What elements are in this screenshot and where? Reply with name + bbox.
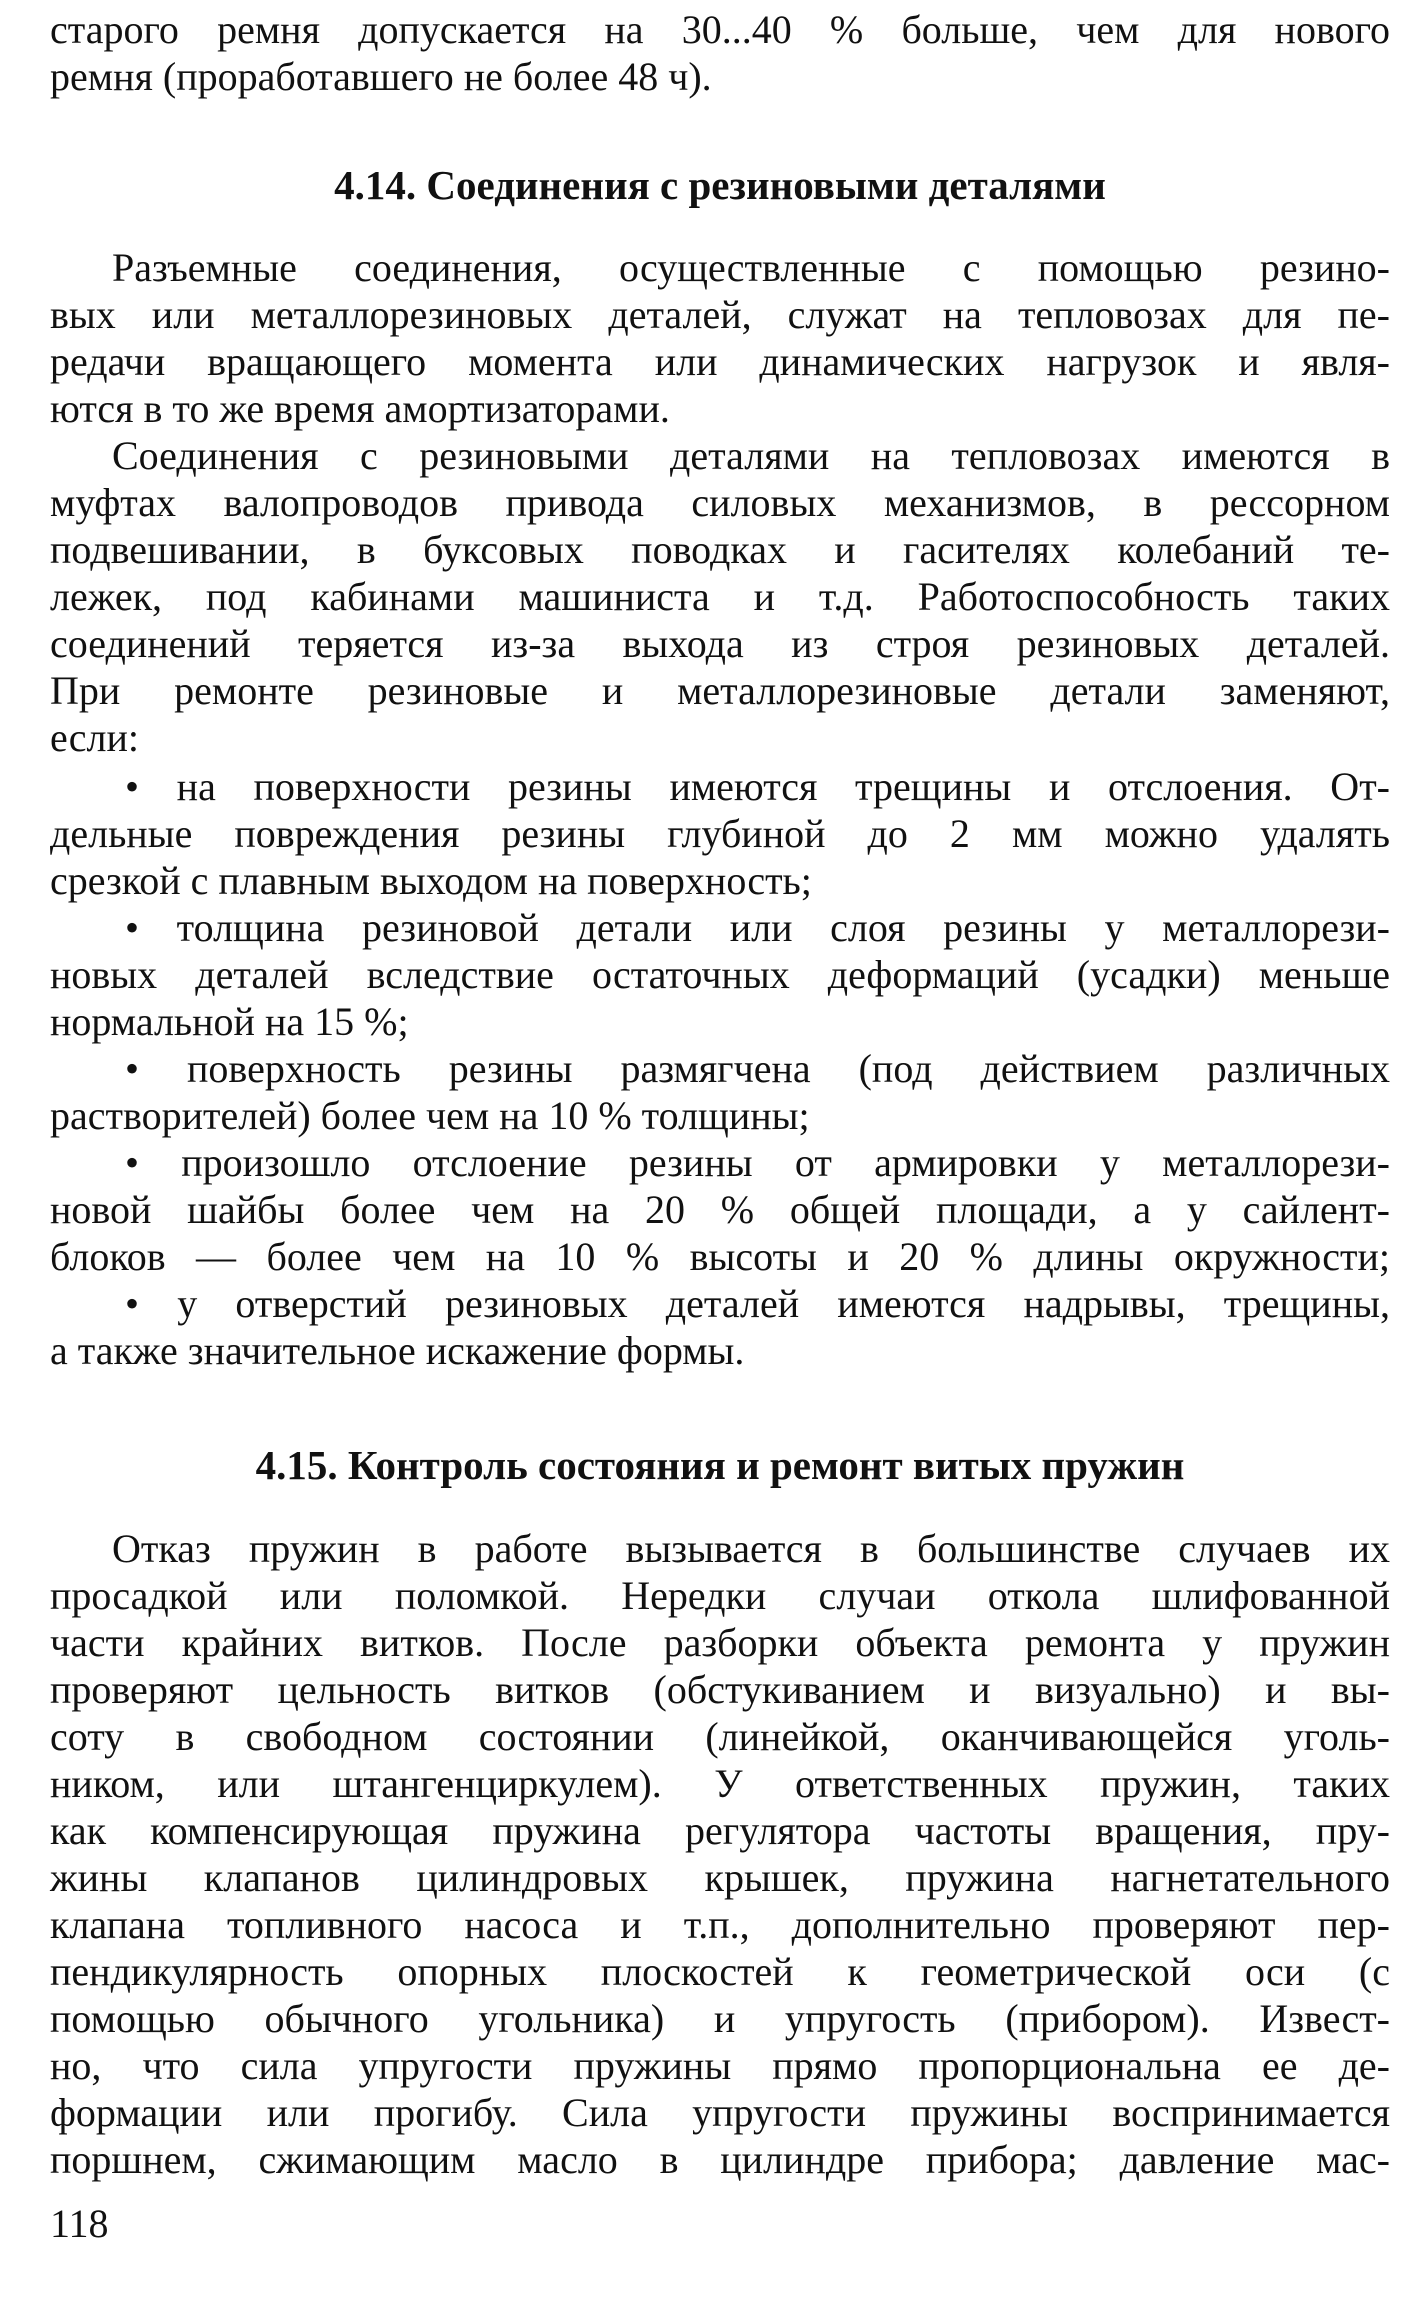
text-line: формации или прогибу. Сила упругости пружины воспринимается [50,2090,1390,2135]
text-line: ются в то же время амортизаторами. [50,386,670,431]
top-paragraph [50,6,1390,100]
text-line: При ремонте резиновые и металлорезиновые детали заменяют, [50,668,1390,713]
text-line: лежек, под кабинами машиниста и т.д. Работоспособность таких [50,574,1390,619]
list-item [50,904,1390,1045]
text-line: поршнем, сжимающим масло в цилиндре прибора; давление мас- [50,2137,1390,2182]
text-line: пендикулярность опорных плоскостей к геометрической оси (с [50,1949,1390,1994]
text-line: • произошло отслоение резины от армировки у металлорези- [125,1140,1390,1185]
text-line: помощью обычного угольника) и упругость (прибором). Извест- [50,1996,1390,2041]
text-line: Соединения с резиновыми деталями на тепловозах имеются в [112,433,1390,478]
text-line: ремня (проработавшего не более 48 ч). [50,54,712,99]
text-line: как компенсирующая пружина регулятора частоты вращения, пру- [50,1808,1390,1853]
text-line: старого ремня допускается на 30...40 % больше, чем для нового [50,7,1390,52]
section-414-paragraph-1 [50,244,1390,432]
text-line: новых деталей вследствие остаточных деформаций (усадки) меньше [50,952,1390,997]
text-line: жины клапанов цилиндровых крышек, пружина нагнетательного [50,1855,1390,1900]
text-line: блоков — более чем на 10 % высоты и 20 % длины окружности; [50,1234,1390,1279]
section-415-paragraph-1 [50,1525,1390,2183]
text-line: муфтах валопроводов привода силовых механизмов, в рессорном [50,480,1390,525]
text-line: если: [50,715,139,760]
text-line: соту в свободном состоянии (линейкой, оканчивающейся уголь- [50,1714,1390,1759]
text-line: Разъемные соединения, осуществленные с помощью резино- [112,245,1390,290]
text-line: но, что сила упругости пружины прямо пропорциональна ее де- [50,2043,1390,2088]
text-line: части крайних витков. После разборки объекта ремонта у пружин [50,1620,1390,1665]
text-line: соединений теряется из-за выхода из строя резиновых деталей. [50,621,1390,666]
text-line: дельные повреждения резины глубиной до 2 мм можно удалять [50,811,1390,856]
bullet-list [50,763,1390,1374]
section-415-heading: 4.15. Контроль состояния и ремонт витых пружин [255,1442,1185,1488]
list-item [50,1045,1390,1139]
text-line: Отказ пружин в работе вызывается в большинстве случаев их [112,1526,1390,1571]
text-line: проверяют цельность витков (обстукиванием и визуально) и вы- [50,1667,1390,1712]
text-line: растворителей) более чем на 10 % толщины; [50,1093,810,1138]
text-line: нормальной на 15 %; [50,999,409,1044]
text-line: вых или металлорезиновых деталей, служат на тепловозах для пе- [50,292,1390,337]
text-line: • толщина резиновой детали или слоя резины у металлорези- [125,905,1390,950]
text-line: ником, или штангенциркулем). У ответственных пружин, таких [50,1761,1390,1806]
text-line: клапана топливного насоса и т.п., дополнительно проверяют пер- [50,1902,1390,1947]
list-item [50,1139,1390,1280]
text-line: срезкой с плавным выходом на поверхность; [50,858,812,903]
text-line: • поверхность резины размягчена (под действием различных [125,1046,1390,1091]
section-414-paragraph-2 [50,432,1390,761]
text-line: а также значительное искажение формы. [50,1328,745,1373]
section-414-heading: 4.14. Соединения с резиновыми деталями [334,162,1106,208]
text-line: просадкой или поломкой. Нередки случаи откола шлифованной [50,1573,1390,1618]
text-line: • у отверстий резиновых деталей имеются надрывы, трещины, [125,1281,1390,1326]
text-line: новой шайбы более чем на 20 % общей площади, а у сайлент- [50,1187,1390,1232]
page-number: 118 [50,2201,109,2246]
text-line: подвешивании, в буксовых поводках и гасителях колебаний те- [50,527,1390,572]
list-item [50,763,1390,904]
list-item [50,1280,1390,1374]
text-line: редачи вращающего момента или динамических нагрузок и явля- [50,339,1390,384]
text-line: • на поверхности резины имеются трещины и отслоения. От- [125,764,1390,809]
